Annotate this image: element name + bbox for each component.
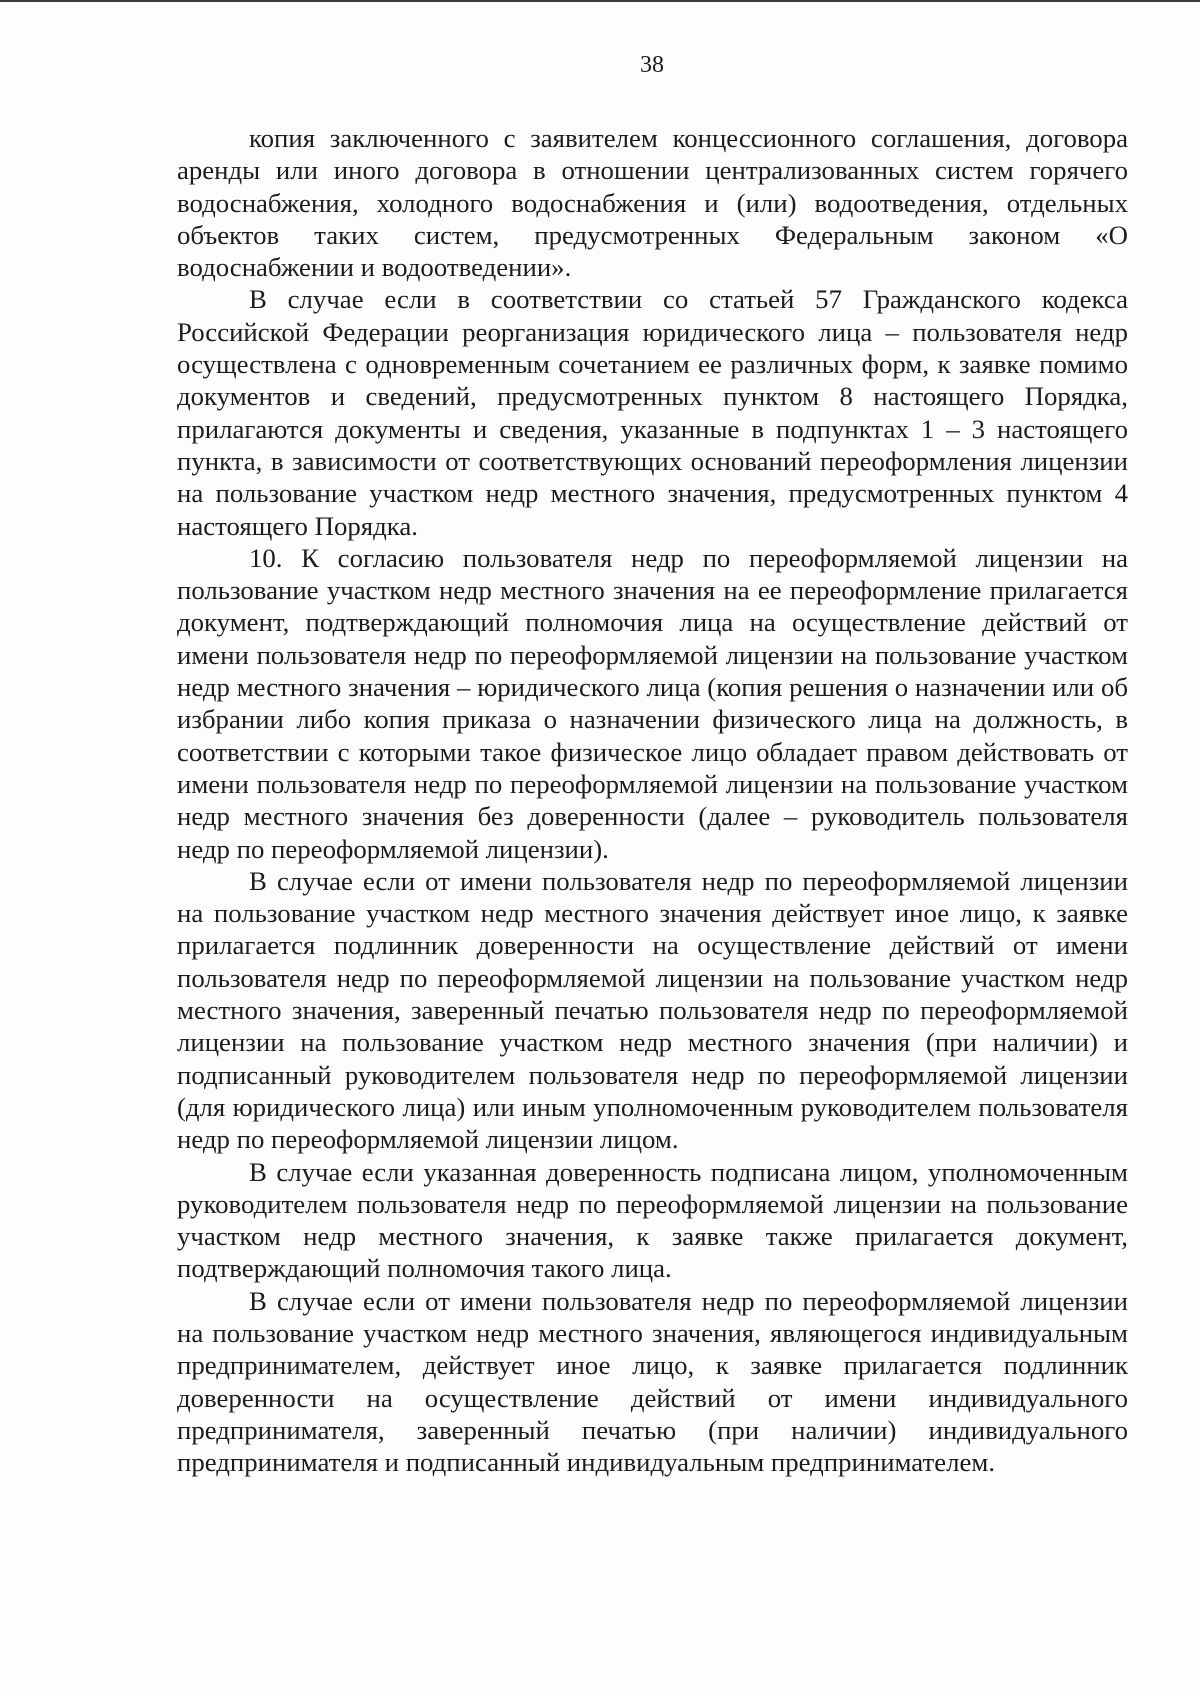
paragraph-reorganization: В случае если в соответствии со статьей 57 Гражданского кодекса Российской Федерации реорганизация юридического лица – пользователя недр осуществлена с одновременным сочетанием ее различных форм, к заявке помимо документов и сведений, предусмотренных пунктом 8 настоящего Порядка, прилагаются документы и сведения, указанные в подпунктах 1 – 3 настоящего пункта, в зависимости от соответствующих оснований переоформления лицензии на пользование участком недр местного значения, предусмотренных пунктом 4 настоящего Порядка. <box>177 284 1128 541</box>
document-body <box>177 122 1128 1478</box>
paragraph-concession-copy: копия заключенного с заявителем концессионного соглашения, договора аренды или иного договора в отношении централизованных систем горячего водоснабжения, холодного водоснабжения и (или) водоотведения, отдельных объектов таких систем, предусмотренных Федеральным законом «О водоснабжении и водоотведении». <box>177 123 1128 283</box>
paragraph-item-10-consent: 10. К согласию пользователя недр по переоформляемой лицензии на пользование участком недр местного значения на ее переоформление прилагается документ, подтверждающий полномочия лица на осуществление действий от имени пользователя недр по переоформляемой лицензии на пользование участком недр местного значения – юридического лица (копия решения о назначении или об избрании либо копия приказа о назначении физического лица на должность, в соответствии с которыми такое физическое лицо обладает правом действовать от имени пользователя недр по переоформляемой лицензии на пользование участком недр местного значения без доверенности (далее – руководитель пользователя недр по переоформляемой лицензии). <box>177 542 1128 864</box>
paragraph-power-of-attorney: В случае если от имени пользователя недр по переоформляемой лицензии на пользование участком недр местного значения действует иное лицо, к заявке прилагается подлинник доверенности на осуществление действий от имени пользователя недр по переоформляемой лицензии на пользование участком недр местного значения, заверенный печатью пользователя недр по переоформляемой лицензии на пользование участком недр местного значения (при наличии) и подписанный руководителем пользователя недр по переоформляемой лицензии (для юридического лица) или иным уполномоченным руководителем пользователя недр по переоформляемой лицензии лицом. <box>177 865 1128 1155</box>
paragraph-individual-entrepreneur: В случае если от имени пользователя недр по переоформляемой лицензии на пользование участком недр местного значения, являющегося индивидуальным предпринимателем, действует иное лицо, к заявке прилагается подлинник доверенности на осуществление действий от имени индивидуального предпринимателя, заверенный печатью (при наличии) индивидуального предпринимателя и подписанный индивидуальным предпринимателем. <box>177 1285 1128 1478</box>
paragraph-authorized-signatory: В случае если указанная доверенность подписана лицом, уполномоченным руководителем пользователя недр по переоформляемой лицензии на пользование участком недр местного значения, к заявке также прилагается документ, подтверждающий полномочия такого лица. <box>177 1156 1128 1284</box>
page-number: 38 <box>640 52 664 78</box>
